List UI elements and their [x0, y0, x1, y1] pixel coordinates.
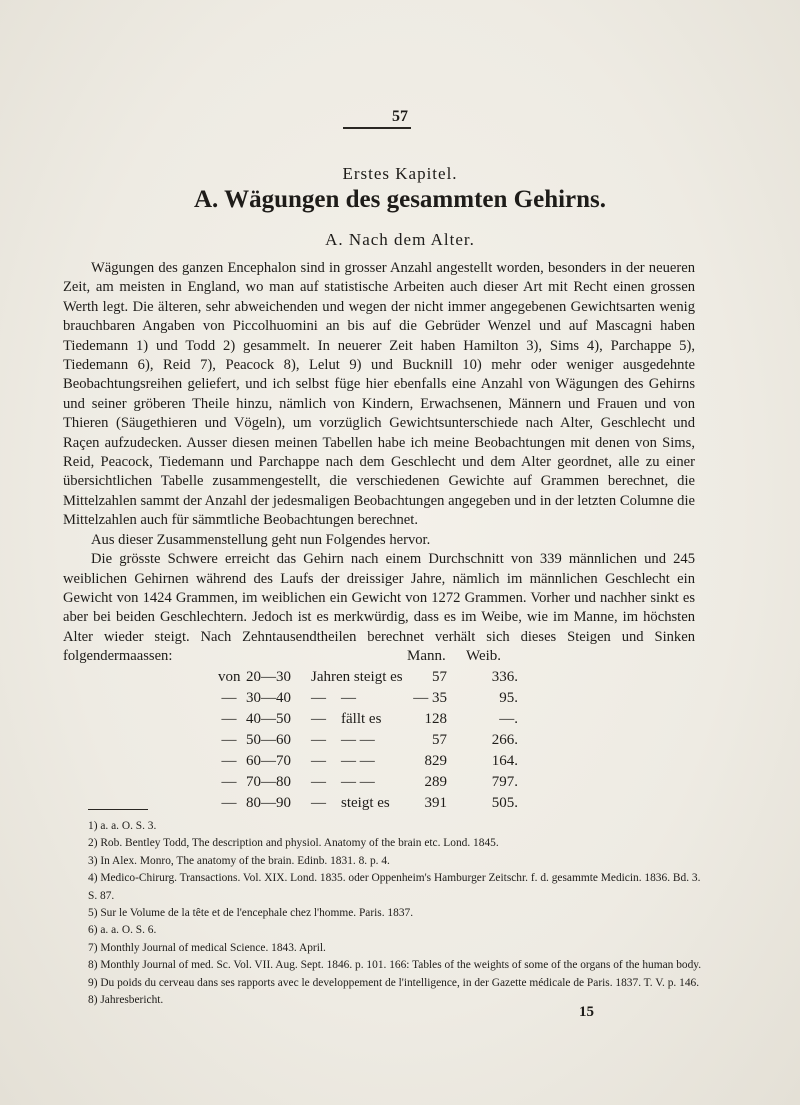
table-cell-age-range: 80—90	[246, 795, 291, 811]
footnote: 5) Sur le Volume de la tête et de l'encephale chez l'homme. Paris. 1837.	[88, 907, 414, 920]
table-cell-mann: 829	[424, 753, 447, 769]
table-header	[0, 648, 800, 671]
footnote: 3) In Alex. Monro, The anatomy of the brain. Edinb. 1831. 8. p. 4.	[88, 854, 390, 867]
subsection-title: A. Nach dem Alter.	[325, 230, 475, 249]
table-cell-verb: — steigt es	[311, 795, 390, 811]
table-cell-mann: 128	[424, 711, 447, 727]
footnote: 4) Medico-Chirurg. Transactions. Vol. XIX. Lond. 1835. oder Oppenheim's Hamburger Zeitschr. f. d. gesammte Medicin. 1836. Bd. 3. S. 87.	[88, 872, 701, 902]
paragraph: Aus dieser Zusammenstellung geht nun Folgendes hervor.	[91, 531, 431, 548]
table-cell-verb: — — —	[311, 732, 375, 748]
table-row	[0, 795, 800, 816]
footnote: 2) Rob. Bentley Todd, The description and physiol. Anatomy of the brain etc. Lond. 1845.	[88, 837, 499, 850]
table-row	[0, 732, 800, 753]
table-cell-weib: 95.	[499, 690, 518, 706]
table-cell-prefix: —	[221, 795, 237, 811]
page-number: 57	[392, 108, 408, 125]
table-cell-age-range: 40—50	[246, 711, 291, 727]
table-cell-verb: Jahren steigt es	[311, 669, 403, 685]
footnote: 6) a. a. O. S. 6.	[88, 924, 157, 937]
paragraph: Wägungen des ganzen Encephalon sind in grosser Anzahl angestellt worden, besonders in der neueren Zeit, am meisten in England, wo man auf statistische Arbeiten auch dieser Art mit Recht einen grossen Werth legt. Die älteren, sehr abweichenden und wegen der nicht immer angegebenen Gewichtsarten wenig brauchbaren Angaben von Piccolhuomini an bis auf die Gebrüder Wenzel und auf Mascagni haben Tiedemann 1) und Todd 2) gesammelt. In neuerer Zeit haben Hamilton 3), Sims 4), Parchappe 5), Tiedemann 6), Reid 7), Peacock 8), Lelut 9) und Bucknill 10) mehr oder weniger ausgedehnte Beobachtungsreihen geliefert, und ich selbst füge hier ebenfalls eine Anzahl von Wägungen des Gehirns und seiner gröberen Theile hinzu, nämlich von Kindern, Erwachsenen, Männern und Frauen und von Thieren (Säugethieren und Vögeln), um vorzüglich Gewichtsunterschiede nach Alter, Geschlecht und Raçen aufzudecken. Ausser diesen meinen Tabellen habe ich meine Beobachtungen mit denen von Sims, Reid, Peacock, Tiedemann und Parchappe nach dem Geschlecht und dem Alter geordnet, alle zu einer übersichtlichen Tabelle zusammengestellt, die verschiedenen Gewichte auf Grammen berechnet, die Mittelzahlen sammt der Anzahl der jedesmaligen Beobachtungen angegeben und in der letzten Columne die Mittelzahlen auch für sämmtliche Beobachtungen berechnet.	[63, 260, 695, 529]
table-cell-age-range: 70—80	[246, 774, 291, 790]
table-cell-weib: —.	[499, 711, 518, 727]
table-cell-prefix: —	[221, 690, 237, 706]
table-cell-mann: 57	[432, 732, 447, 748]
footnote: 8) Monthly Journal of med. Sc. Vol. VII. Aug. Sept. 1846. p. 101. 166: Tables of the weights of some of the organs of the human body.	[88, 959, 702, 972]
table-cell-age-range: 20—30	[246, 669, 291, 685]
footnote: 8) Jahresbericht.	[88, 994, 164, 1007]
table-cell-weib: 797.	[491, 774, 518, 790]
table-cell-weib: 505.	[491, 795, 518, 811]
table-cell-weib: 164.	[491, 753, 518, 769]
table-cell-age-range: 50—60	[246, 732, 291, 748]
table-cell-mann: 391	[424, 795, 447, 811]
header-rule	[343, 127, 411, 129]
table-cell-weib: 266.	[491, 732, 518, 748]
table-row	[0, 753, 800, 774]
table-cell-prefix: —	[221, 774, 237, 790]
paragraph: Die grösste Schwere erreicht das Gehirn nach einem Durchschnitt von 339 männlichen und 245 weiblichen Gehirnen während des Laufs der dreissiger Jahre, nämlich im männlichen Geschlecht ein Gewicht von 1424 Grammen, im weiblichen ein Gewicht von 1272 Grammen. Vorher und nachher sinkt es aber bei beiden Geschlechtern. Jedoch ist es merkwürdig, dass es im Weibe, wie im Manne, im höchsten Alter wieder steigt. Nach Zehntausendtheilen berechnet verhält sich dieses Steigen und Sinken folgendermaassen:	[63, 551, 695, 665]
section-title: A. Wägungen des gesammten Gehirns.	[193, 186, 607, 213]
column-header-mann: Mann.	[407, 648, 446, 664]
footnote: 1) a. a. O. S. 3.	[88, 820, 157, 832]
footnote-rule	[88, 809, 148, 810]
table-cell-prefix: —	[221, 732, 237, 748]
table-cell-mann: 289	[424, 774, 447, 790]
body-text	[63, 259, 695, 667]
signature-mark: 15	[579, 1004, 594, 1020]
table-cell-prefix: —	[221, 753, 237, 769]
table-cell-weib: 336.	[491, 669, 518, 685]
footnote: 7) Monthly Journal of medical Science. 1843. April.	[88, 941, 326, 954]
chapter-heading: Erstes Kapitel.	[342, 164, 458, 183]
table-cell-mann: — 35	[413, 690, 447, 706]
table-row	[0, 669, 800, 690]
table-cell-verb: — fällt es	[311, 711, 382, 727]
table-cell-verb: — — —	[311, 753, 375, 769]
column-header-weib: Weib.	[466, 648, 502, 664]
table-cell-verb: — — —	[311, 774, 375, 790]
table-cell-verb: — —	[311, 690, 356, 706]
table-row	[0, 711, 800, 732]
table-cell-prefix: —	[221, 711, 237, 727]
footnotes	[88, 818, 704, 1009]
table-cell-mann: 57	[432, 669, 447, 685]
table-cell-age-range: 30—40	[246, 690, 291, 706]
table-cell-age-range: 60—70	[246, 753, 291, 769]
weight-change-table	[0, 648, 800, 816]
table-cell-prefix: von	[218, 669, 241, 685]
table-row	[0, 690, 800, 711]
table-row	[0, 774, 800, 795]
footnote: 9) Du poids du cerveau dans ses rapports avec le developpement de l'intelligence, in der Gazette médicale de Paris. 1837. T. V. p. 146.	[88, 976, 700, 989]
